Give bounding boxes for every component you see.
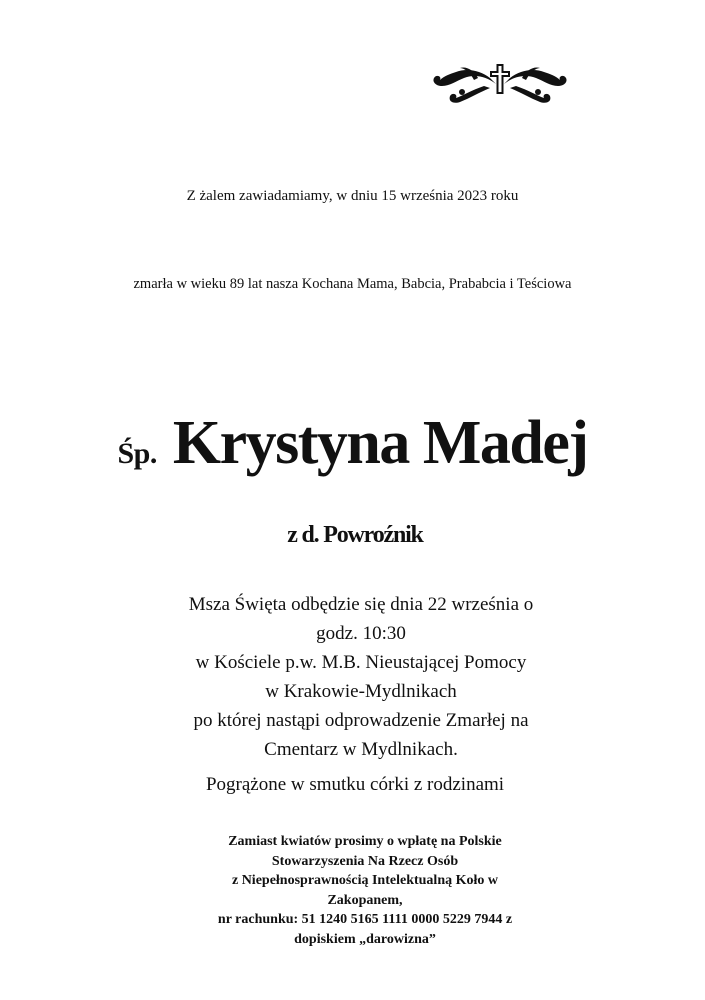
mass-line: godz. 10:30 xyxy=(316,623,406,644)
name-prefix: Śp. xyxy=(117,437,157,470)
donation-line: nr rachunku: 51 1240 5165 1111 0000 5229 7944 z xyxy=(217,912,513,927)
mass-details xyxy=(0,590,705,764)
donation-line: Zakopanem, xyxy=(327,892,403,908)
donation-line: z Niepełnosprawnością Intelektualną Koło w xyxy=(231,873,498,888)
mass-line: po której nastąpi odprowadzenie Zmarłej na xyxy=(193,710,529,731)
donation-line: dopiskiem „darowizna” xyxy=(294,931,436,947)
donation-line: Zamiast kwiatów prosimy o wpłatę na Polskie xyxy=(228,834,502,849)
mass-line: Msza Święta odbędzie się dnia 22 września o xyxy=(188,594,534,615)
donation-line: Stowarzyszenia Na Rzecz Osób xyxy=(271,853,459,869)
mass-line: w Kościele p.w. M.B. Nieustającej Pomocy xyxy=(195,652,527,673)
death-statement: zmarła w wieku 89 lat nasza Kochana Mama, Babcia, Prababcia i Teściowa xyxy=(133,276,572,292)
deceased-name-row xyxy=(0,408,705,479)
deceased-name: Krystyna Madej xyxy=(172,409,588,477)
announcement-intro: Z żalem zawiadamiamy, w dniu 15 września 2023 roku xyxy=(186,188,519,204)
maiden-name: z d. Powroźnik xyxy=(287,522,423,548)
cross-ornament-icon xyxy=(430,62,570,106)
donation-note xyxy=(0,832,705,949)
mass-line: w Krakowie-Mydlnikach xyxy=(265,681,457,702)
mourners-line: Pogrążone w smutku córki z rodzinami xyxy=(205,774,505,795)
mass-line: Cmentarz w Mydlnikach. xyxy=(264,739,458,760)
